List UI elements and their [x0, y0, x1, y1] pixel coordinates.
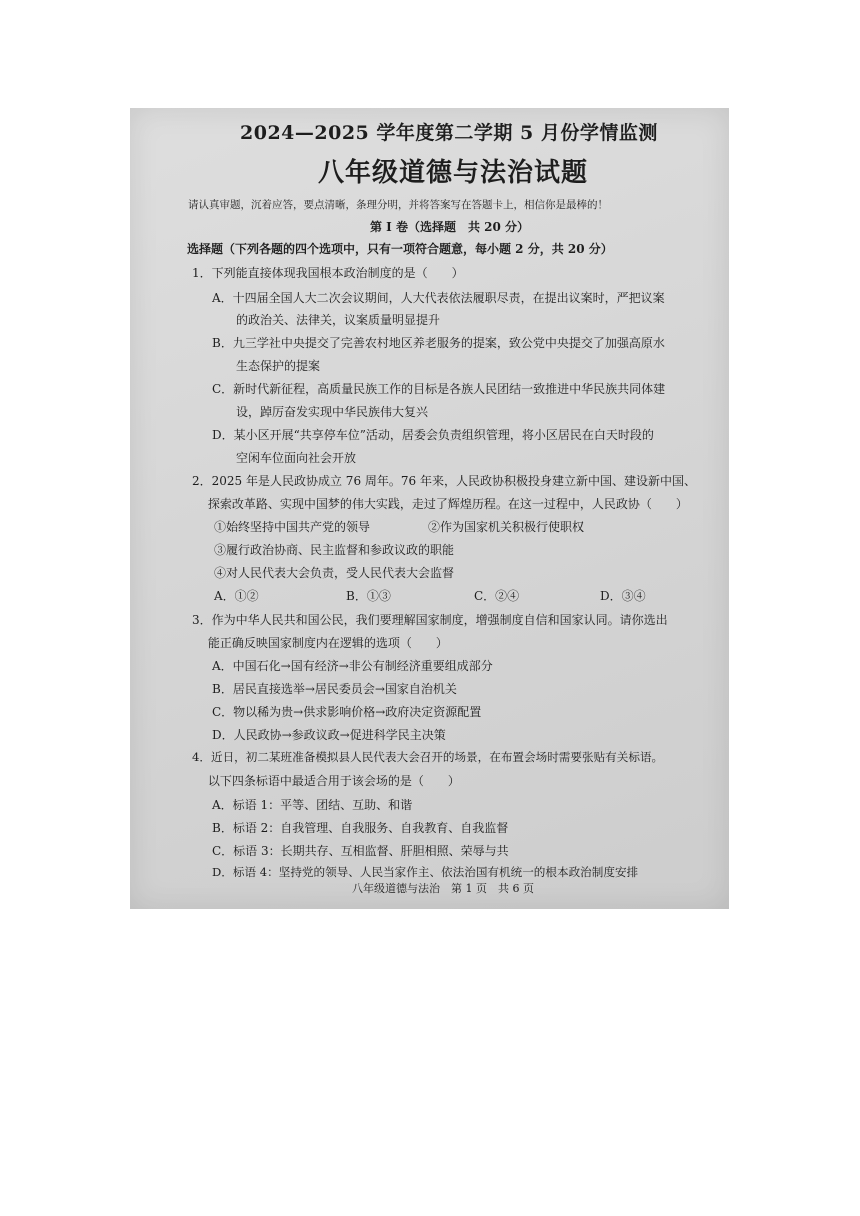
exam-instructions: 请认真审题，沉着应答，要点清晰，条理分明，并将答案写在答题卡上，相信你是最棒的！: [188, 199, 608, 211]
q4-option-b: B．标语 2：自我管理、自我服务、自我教育、自我监督: [212, 821, 509, 835]
q1-option-c-cont: 设，踔厉奋发实现中华民族伟大复兴: [212, 405, 429, 419]
q3-stem: 3．作为中华人民共和国公民，我们要理解国家制度，增强制度自信和国家认同。请你选出: [192, 613, 668, 627]
q2-choice-c: C．②④: [474, 589, 520, 603]
q3-option-c: C．物以稀为贵→供求影响价格→政府决定资源配置: [212, 705, 482, 719]
q4-option-d: D．标语 4：坚持党的领导、人民当家作主、依法治国有机统一的根本政治制度安排: [212, 865, 639, 879]
q1-option-d-cont: 空闲车位面向社会开放: [212, 451, 357, 465]
q1-option-a: A．十四届全国人大二次会议期间，人大代表依法履职尽责，在提出议案时，严把议案: [212, 291, 665, 305]
q3-option-a: A．中国石化→国有经济→非公有制经济重要组成部分: [212, 659, 493, 673]
q1-option-b: B．九三学社中央提交了完善农村地区养老服务的提案，致公党中央提交了加强高原水: [212, 336, 665, 350]
q2-choice-b: B．①③: [346, 589, 391, 603]
q4-stem: 4．近日，初二某班准备模拟县人民代表大会召开的场景，在布置会场时需要张贴有关标语。: [192, 750, 664, 764]
q2-statement-2: ②作为国家机关积极行使职权: [428, 520, 585, 534]
q2-statement-4: ④对人民代表大会负责，受人民代表大会监督: [214, 566, 455, 580]
q1-option-c: C．新时代新征程，高质量民族工作的目标是各族人民团结一致推进中华民族共同体建: [212, 382, 666, 396]
section-title: 第 I 卷（选择题 共 20 分）: [370, 220, 530, 234]
q2-choice-a: A．①②: [214, 589, 259, 603]
q2-statement-3: ③履行政治协商、民主监督和参政议政的职能: [214, 543, 455, 557]
q4-option-a: A．标语 1：平等、团结、互助、和谐: [212, 798, 413, 812]
q2-statement-1: ①始终坚持中国共产党的领导: [214, 520, 371, 534]
q1-option-d: D．某小区开展“共享停车位”活动，居委会负责组织管理，将小区居民在白天时段的: [212, 428, 654, 442]
page-footer: 八年级道德与法治 第 1 页 共 6 页: [352, 882, 534, 895]
q3-option-d: D．人民政协→参政议政→促进科学民主决策: [212, 728, 446, 742]
q1-option-a-cont: 的政治关、法律关，议案质量明显提升: [212, 313, 441, 327]
q2-choice-d: D．③④: [600, 589, 646, 603]
q4-stem-cont: 以下四条标语中最适合用于该会场的是（ ）: [192, 774, 460, 788]
exam-title-line2: 八年级道德与法治试题: [318, 158, 589, 188]
q3-stem-cont: 能正确反映国家制度内在逻辑的选项（ ）: [192, 636, 448, 650]
exam-page-photo: [130, 108, 729, 909]
q4-option-c: C．标语 3：长期共存、互相监督、肝胆相照、荣辱与共: [212, 844, 509, 858]
q1-option-b-cont: 生态保护的提案: [212, 359, 321, 373]
section-note: 选择题（下列各题的四个选项中，只有一项符合题意，每小题 2 分，共 20 分）: [187, 242, 613, 256]
q2-stem: 2．2025 年是人民政协成立 76 周年。76 年来，人民政协积极投身建立新中国、建设新中国、: [192, 474, 696, 488]
exam-title-line1: 2024—2025 学年度第二学期 5 月份学情监测: [240, 122, 658, 144]
q3-option-b: B．居民直接选举→居民委员会→国家自治机关: [212, 682, 457, 696]
q2-stem-cont: 探索改革路、实现中国梦的伟大实践，走过了辉煌历程。在这一过程中，人民政协（ ）: [192, 497, 688, 511]
q1-stem: 1．下列能直接体现我国根本政治制度的是（ ）: [192, 266, 464, 280]
